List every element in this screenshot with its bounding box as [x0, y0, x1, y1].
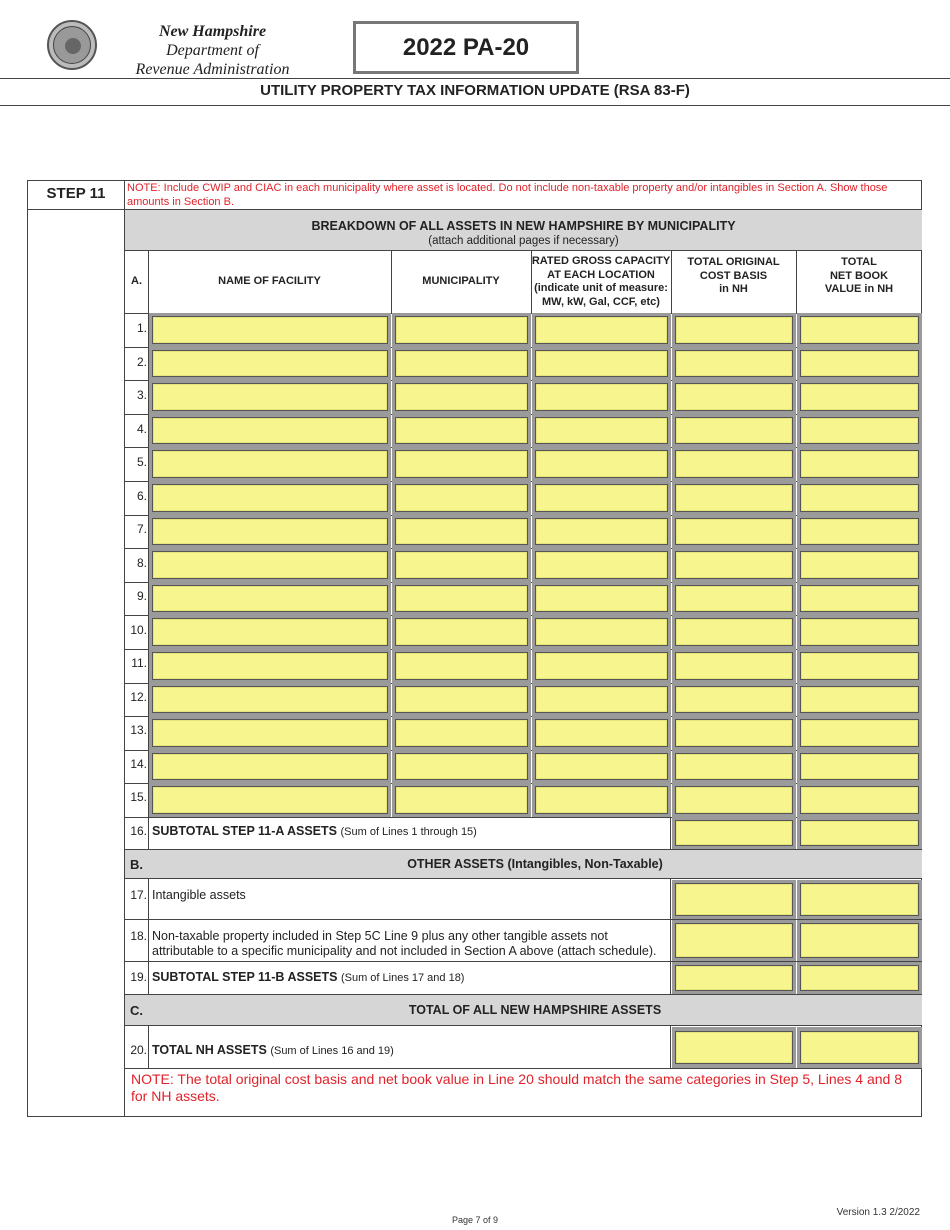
- line-number: 8.: [136, 556, 147, 570]
- col-cost-basis-line-3: in NH: [719, 283, 748, 295]
- net-book-value-field[interactable]: [800, 686, 919, 713]
- line-17-number: 17.: [130, 888, 147, 902]
- rated-capacity-field[interactable]: [535, 618, 668, 646]
- cost-basis-field[interactable]: [675, 350, 793, 377]
- facility-name-field[interactable]: [152, 618, 388, 646]
- grid-line: [148, 817, 149, 849]
- rated-capacity-field[interactable]: [535, 551, 668, 579]
- municipality-field[interactable]: [395, 652, 528, 680]
- line-number: 4.: [136, 422, 147, 436]
- col-net-book-line-3: VALUE in NH: [824, 283, 894, 295]
- rated-capacity-field[interactable]: [535, 786, 668, 814]
- state-seal-icon: [47, 20, 97, 70]
- rated-capacity-field[interactable]: [535, 450, 668, 478]
- step-note: NOTE: Include CWIP and CIAC in each municipality where asset is located. Do not include non-taxable property and/or intangibles in Section A. Show those amounts in Section B.: [127, 182, 888, 208]
- municipality-field[interactable]: [395, 686, 528, 713]
- cost-basis-field[interactable]: [675, 786, 793, 814]
- net-book-value-field[interactable]: [800, 551, 919, 579]
- subtotal-b-cost-basis-field[interactable]: [675, 965, 793, 991]
- facility-name-field[interactable]: [152, 753, 388, 780]
- facility-name-field[interactable]: [152, 350, 388, 377]
- line-18-number: 18.: [130, 929, 147, 943]
- intangible-cost-basis-field[interactable]: [675, 883, 793, 916]
- facility-name-field[interactable]: [152, 484, 388, 512]
- step-label: STEP 11: [27, 180, 125, 210]
- facility-name-field[interactable]: [152, 652, 388, 680]
- grid-line: [148, 251, 149, 313]
- line-19-note: (Sum of Lines 17 and 18): [340, 972, 465, 984]
- line-18-text-1: Non-taxable property included in Step 5C Line 9 plus any other tangible assets not: [152, 929, 608, 943]
- municipality-field[interactable]: [395, 786, 528, 814]
- line-20-bold: TOTAL NH ASSETS: [152, 1043, 267, 1057]
- line-number: 13.: [130, 723, 147, 737]
- rated-capacity-field[interactable]: [535, 484, 668, 512]
- line-19-label: [152, 970, 464, 986]
- net-book-value-field[interactable]: [800, 719, 919, 747]
- line-19-number: 19.: [130, 970, 147, 984]
- form-id-box: 2022 PA-20: [353, 21, 579, 74]
- facility-name-field[interactable]: [152, 786, 388, 814]
- col-municipality: MUNICIPALITY: [422, 275, 500, 288]
- col-name-of-facility: NAME OF FACILITY: [218, 275, 321, 288]
- net-book-value-field[interactable]: [800, 450, 919, 478]
- header-rule-top: [0, 78, 950, 79]
- section-c-title: TOTAL OF ALL NEW HAMPSHIRE ASSETS: [408, 1003, 662, 1017]
- line-16-bold: SUBTOTAL STEP 11-A ASSETS: [152, 824, 337, 838]
- grid-line: [670, 1026, 671, 1068]
- grid-line: [670, 961, 671, 994]
- line-number: 5.: [136, 455, 147, 469]
- section-b-title: OTHER ASSETS (Intangibles, Non-Taxable): [407, 857, 663, 871]
- rated-capacity-field[interactable]: [535, 350, 668, 377]
- net-book-value-field[interactable]: [800, 753, 919, 780]
- non-taxable-net-book-field[interactable]: [800, 923, 919, 958]
- line-number: 12.: [130, 690, 147, 704]
- facility-name-field[interactable]: [152, 316, 388, 344]
- line-20-number: 20.: [130, 1043, 147, 1057]
- section-b-letter: B.: [130, 857, 143, 872]
- line-20-note: (Sum of Lines 16 and 19): [270, 1045, 394, 1057]
- rated-capacity-field[interactable]: [535, 518, 668, 545]
- municipality-field[interactable]: [395, 518, 528, 545]
- cost-basis-field[interactable]: [675, 383, 793, 411]
- non-taxable-cost-basis-field[interactable]: [675, 923, 793, 958]
- subtotal-b-net-book-field[interactable]: [800, 965, 919, 991]
- net-book-value-field[interactable]: [800, 652, 919, 680]
- municipality-field[interactable]: [395, 719, 528, 747]
- col-cost-basis-line-1: TOTAL ORIGINAL: [687, 256, 780, 268]
- line-number: 11.: [131, 656, 147, 670]
- line-number: 7.: [136, 522, 147, 536]
- cost-basis-field[interactable]: [675, 450, 793, 478]
- municipality-field[interactable]: [395, 585, 528, 612]
- line-18-text-2: attributable to a specific municipality and not included in Section A above (attach schedule).: [152, 944, 657, 958]
- net-book-value-field[interactable]: [800, 585, 919, 612]
- municipality-field[interactable]: [395, 417, 528, 444]
- line-number: 3.: [136, 388, 147, 402]
- municipality-field[interactable]: [395, 753, 528, 780]
- cost-basis-field[interactable]: [675, 719, 793, 747]
- line-number: 14.: [130, 757, 147, 771]
- col-cost-basis: [671, 251, 796, 313]
- form-subtitle: UTILITY PROPERTY TAX INFORMATION UPDATE (RSA 83-F): [260, 82, 690, 99]
- line-16-label: [152, 824, 477, 840]
- footer-note: NOTE: The total original cost basis and net book value in Line 20 should match the same categories in Step 5, Lines 4 and 8 for NH assets.: [131, 1071, 902, 1104]
- header-rule-bottom: [0, 105, 950, 106]
- cost-basis-field[interactable]: [675, 417, 793, 444]
- net-book-value-field[interactable]: [800, 786, 919, 814]
- grid-line: [148, 1026, 149, 1068]
- net-book-value-field[interactable]: [800, 316, 919, 344]
- net-book-value-field[interactable]: [800, 417, 919, 444]
- cost-basis-field[interactable]: [675, 585, 793, 612]
- grid-line: [125, 1068, 922, 1069]
- breakdown-subtitle: (attach additional pages if necessary): [428, 235, 619, 247]
- intangible-net-book-field[interactable]: [800, 883, 919, 916]
- total-nh-net-book-field[interactable]: [800, 1031, 919, 1064]
- facility-name-field[interactable]: [152, 450, 388, 478]
- rated-capacity-field[interactable]: [535, 719, 668, 747]
- grid-line: [671, 251, 672, 313]
- line-20-label: [152, 1043, 394, 1059]
- municipality-field[interactable]: [395, 383, 528, 411]
- cost-basis-field[interactable]: [675, 652, 793, 680]
- grid-line: [670, 919, 671, 961]
- col-rated-capacity-line-1: RATED GROSS CAPACITY: [531, 255, 671, 267]
- section-a-letter: A.: [131, 275, 142, 288]
- col-net-book: [796, 251, 922, 313]
- net-book-value-field[interactable]: [800, 350, 919, 377]
- line-number: 2.: [136, 355, 147, 369]
- col-net-book-line-1: TOTAL: [841, 256, 877, 268]
- cost-basis-field[interactable]: [675, 753, 793, 780]
- rated-capacity-field[interactable]: [535, 417, 668, 444]
- grid-line: [796, 251, 797, 313]
- total-nh-cost-basis-field[interactable]: [675, 1031, 793, 1064]
- facility-name-field[interactable]: [152, 585, 388, 612]
- line-number: 9.: [136, 589, 147, 603]
- facility-name-field[interactable]: [152, 417, 388, 444]
- rated-capacity-field[interactable]: [535, 652, 668, 680]
- grid-line: [148, 919, 149, 961]
- net-book-value-field[interactable]: [800, 518, 919, 545]
- facility-name-field[interactable]: [152, 383, 388, 411]
- municipality-field[interactable]: [395, 618, 528, 646]
- net-book-value-field[interactable]: [800, 484, 919, 512]
- line-17-label: Intangible assets: [152, 888, 246, 902]
- municipality-field[interactable]: [395, 484, 528, 512]
- facility-name-field[interactable]: [152, 518, 388, 545]
- facility-name-field[interactable]: [152, 686, 388, 713]
- municipality-field[interactable]: [395, 316, 528, 344]
- net-book-value-field[interactable]: [800, 383, 919, 411]
- col-rated-capacity: [531, 251, 671, 313]
- line-18-label: [152, 929, 656, 959]
- municipality-field[interactable]: [395, 551, 528, 579]
- grid-line: [670, 817, 671, 849]
- agency-line-2: Department of: [166, 42, 259, 59]
- facility-name-field[interactable]: [152, 719, 388, 747]
- municipality-field[interactable]: [395, 350, 528, 377]
- grid-line: [148, 961, 149, 994]
- facility-name-field[interactable]: [152, 551, 388, 579]
- rated-capacity-field[interactable]: [535, 316, 668, 344]
- rated-capacity-field[interactable]: [535, 585, 668, 612]
- col-rated-capacity-line-2: AT EACH LOCATION: [547, 268, 655, 281]
- cost-basis-field[interactable]: [675, 484, 793, 512]
- agency-name: [110, 22, 315, 79]
- line-16-note: (Sum of Lines 1 through 15): [340, 826, 477, 838]
- grid-line: [531, 251, 532, 313]
- rated-capacity-field[interactable]: [535, 383, 668, 411]
- cost-basis-field[interactable]: [675, 686, 793, 713]
- step-column: [27, 180, 125, 1117]
- col-net-book-line-2: NET BOOK: [829, 269, 889, 282]
- line-19-bold: SUBTOTAL STEP 11-B ASSETS: [152, 970, 338, 984]
- col-rated-capacity-line-4: MW, kW, Gal, CCF, etc): [542, 295, 660, 308]
- subtotal-a-cost-basis-field[interactable]: [675, 820, 793, 846]
- col-rated-capacity-line-3: (indicate unit of measure:: [534, 282, 668, 294]
- section-c-letter: C.: [130, 1003, 143, 1018]
- line-16-number: 16.: [130, 824, 147, 838]
- line-number: 1.: [136, 321, 147, 335]
- grid-line: [391, 251, 392, 313]
- rated-capacity-field[interactable]: [535, 753, 668, 780]
- cost-basis-field[interactable]: [675, 518, 793, 545]
- cost-basis-field[interactable]: [675, 316, 793, 344]
- agency-line-1: New Hampshire: [158, 23, 267, 40]
- grid-line: [148, 879, 149, 919]
- rated-capacity-field[interactable]: [535, 686, 668, 713]
- municipality-field[interactable]: [395, 450, 528, 478]
- breakdown-title: BREAKDOWN OF ALL ASSETS IN NEW HAMPSHIRE BY MUNICIPALITY: [311, 219, 736, 233]
- grid-line: [670, 879, 671, 919]
- line-number: 10.: [130, 623, 147, 637]
- agency-line-3: Revenue Administration: [135, 61, 290, 78]
- line-number: 15.: [130, 790, 147, 804]
- col-cost-basis-line-2: COST BASIS: [699, 269, 768, 282]
- version-label: Version 1.3 2/2022: [836, 1207, 920, 1218]
- net-book-value-field[interactable]: [800, 618, 919, 646]
- subtotal-a-net-book-field[interactable]: [800, 820, 919, 846]
- cost-basis-field[interactable]: [675, 551, 793, 579]
- page-number: Page 7 of 9: [451, 1215, 499, 1225]
- line-number: 6.: [136, 489, 147, 503]
- cost-basis-field[interactable]: [675, 618, 793, 646]
